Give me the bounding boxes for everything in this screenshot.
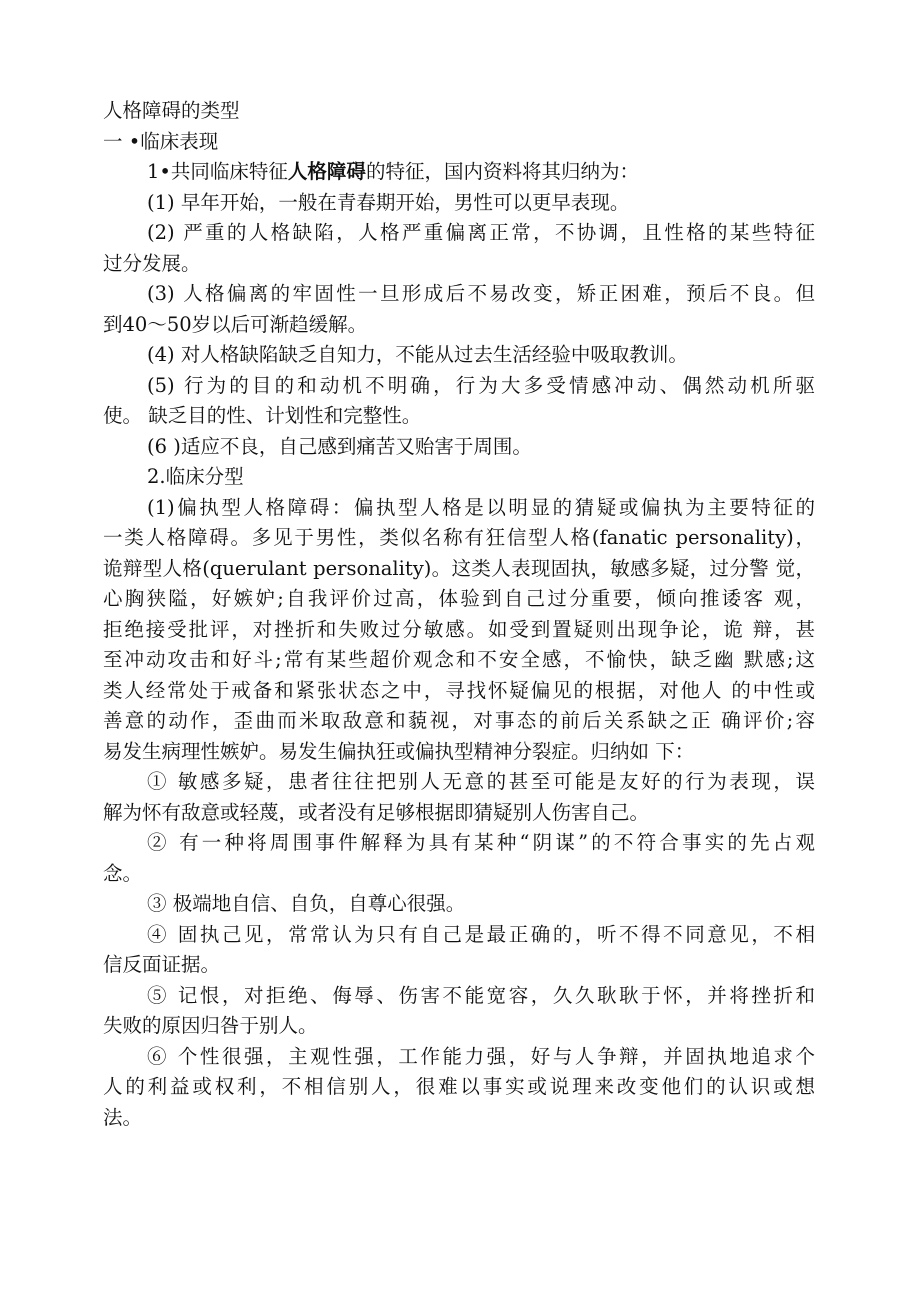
feature-3-line-1: (3) 人格偏离的牢固性一旦形成后不易改变，矫正困难，预后不良。但 — [147, 282, 815, 305]
trait-6-line-2: 人的利益或权利，不相信别人，很难以事实或说理来改变他们的认识或想 — [103, 1075, 815, 1098]
paranoid-line-8: 善意的动作，歪曲而米取敌意和藐视，对事态的前后关系缺之正 确评价;容 — [103, 709, 815, 732]
feature-2-line-2: 过分发展。 — [103, 251, 201, 275]
paranoid-line-6: 至冲动攻击和好斗;常有某些超价观念和不安全感，不愉快，缺乏幽 默感;这 — [103, 648, 815, 671]
trait-2-line-1: ② 有一种将周围事件解释为具有某种“阴谋”的不符合事实的先占观 — [147, 831, 815, 854]
paranoid-line-2: 一类人格障碍。多见于男性，类似名称有狂信型人格(fanatic personality)， — [103, 526, 815, 549]
feature-5-line-1: (5) 行为的目的和动机不明确，行为大多受情感冲动、偶然动机所驱 — [147, 373, 815, 397]
section-heading-clinical-types: 2.临床分型 — [147, 465, 244, 488]
paranoid-line-1: (1)偏执型人格障碍：偏执型人格是以明显的猜疑或偏执为主要特征的 — [147, 495, 815, 519]
document-title: 人格障碍的类型 — [103, 99, 240, 122]
paranoid-line-5: 拒绝接受批评，对挫折和失败过分敏感。如受到置疑则出现争论，诡 辩，甚 — [103, 617, 815, 641]
trait-6-line-1: ⑥ 个性很强，主观性强，工作能力强，好与人争辩，并固执地追求个 — [147, 1044, 815, 1068]
feature-2-line-1: (2) 严重的人格缺陷，人格严重偏离正常，不协调，且性格的某些特征 — [147, 221, 815, 244]
paranoid-line-7: 类人经常处于戒备和紧张状态之中，寻找怀疑偏见的根据，对他人 的中性或 — [103, 678, 815, 702]
trait-2-line-2: 念。 — [103, 861, 143, 885]
document-page — [103, 96, 815, 1133]
trait-1-line-2: 解为怀有敌意或轻蔑，或者没有足够根据即猜疑别人伤害自己。 — [103, 800, 650, 824]
paranoid-line-9: 易发生病理性嫉妒。易发生偏执狂或偏执型精神分裂症。归纳如 下： — [103, 739, 695, 763]
feature-6-line-1: (6 )适应不良，自己感到痛苦又贻害于周围。 — [147, 434, 532, 458]
trait-3-line-1: ③ 极端地自信、自负，自尊心很强。 — [147, 892, 466, 915]
feature-4-line-1: (4) 对人格缺陷缺乏自知力，不能从过去生活经验中吸取教训。 — [147, 343, 688, 366]
common-features-prefix: 1•共同临床特征 — [147, 160, 288, 183]
trait-1-line-1: ① 敏感多疑，患者往往把别人无意的甚至可能是友好的行为表现，误 — [147, 770, 815, 793]
paranoid-line-3: 诡辩型人格(querulant personality)。这类人表现固执，敏感多疑，过分警 觉， — [103, 556, 815, 580]
trait-4-line-2: 信反面证据。 — [103, 953, 221, 976]
trait-5-line-2: 失败的原因归咎于别人。 — [103, 1014, 318, 1037]
trait-4-line-1: ④ 固执己见，常常认为只有自己是最正确的，听不得不同意见，不相 — [147, 922, 815, 946]
paranoid-line-4: 心胸狭隘，好嫉妒;自我评价过高，体验到自己过分重要，倾向推诿客 观， — [103, 587, 815, 610]
section-heading-clinical: 一 •临床表现 — [103, 129, 219, 153]
trait-6-line-3: 法。 — [103, 1105, 143, 1129]
common-features-paragraph — [103, 157, 815, 188]
feature-3-line-2: 到40〜50岁以后可渐趋缓解。 — [103, 312, 368, 336]
common-features-suffix: 的特征，国内资料将其归纳为： — [365, 160, 639, 183]
common-features-highlight: 人格障碍 — [287, 160, 366, 183]
trait-5-line-1: ⑤ 记恨，对拒绝、侮辱、伤害不能宽容，久久耿耿于怀，并将挫折和 — [147, 983, 815, 1007]
feature-1-line-1: (1) 早年开始，一般在青春期开始，男性可以更早表现。 — [147, 190, 630, 214]
feature-5-line-2: 使。 缺乏目的性、计划性和完整性。 — [103, 404, 422, 427]
